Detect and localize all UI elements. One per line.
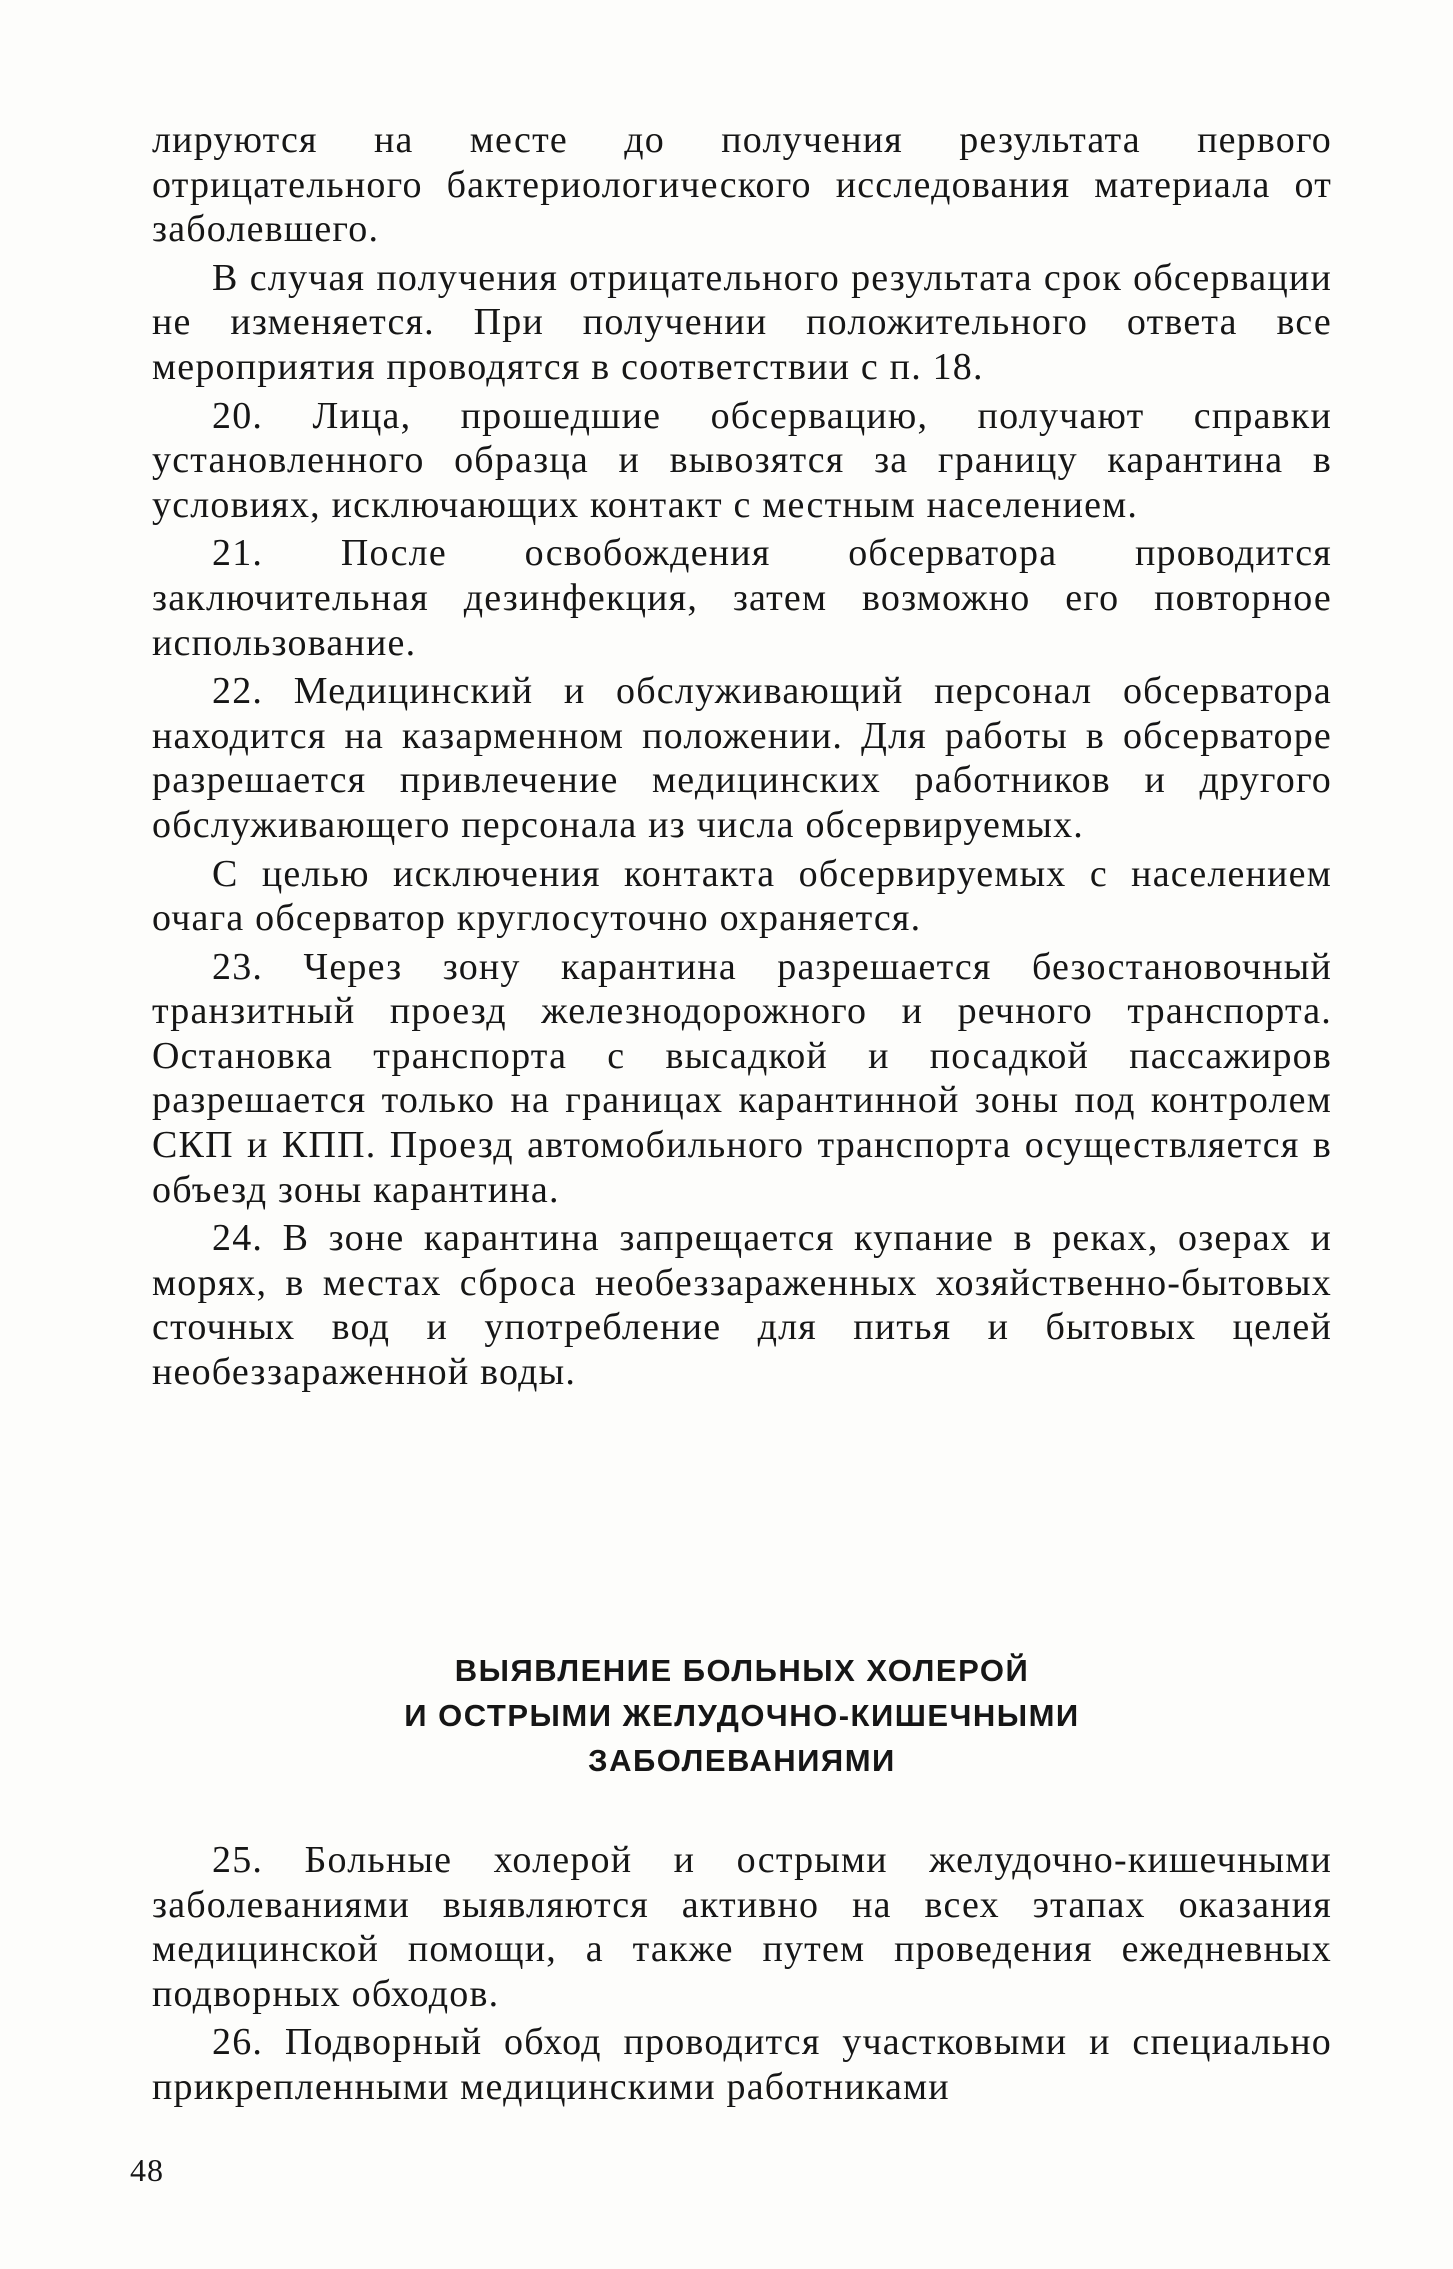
section-heading xyxy=(152,1648,1332,1783)
heading-line-1: ВЫЯВЛЕНИЕ БОЛЬНЫХ ХОЛЕРОЙ xyxy=(454,1653,1030,1688)
paragraph-continuation: лируются на месте до получения результата первого отрицательного бактериологического исследования материала от заболевшего. xyxy=(152,119,1332,251)
paragraph-19-continued: В случая получения отрицательного результата срок обсервации не изменяется. При получении положительного ответа все мероприятия проводятся в соответствии с п. 18. xyxy=(152,256,1332,388)
paragraph-20: 20. Лица, прошедшие обсервацию, получают справки установленного образца и вывозятся за границу карантина в условиях, исключающих контакт с местным населением. xyxy=(152,394,1332,526)
paragraph-22: 22. Медицинский и обслуживающий персонал обсерватора находится на казарменном положении. Для работы в обсерваторе разрешается привлечение медицинских работников и другого обслуживающего персонала из числа обсервируемых. xyxy=(152,670,1332,846)
page-number: 48 xyxy=(130,2152,164,2188)
paragraph-26: 26. Подворный обход проводится участковыми и специально прикрепленными медицинскими работниками xyxy=(152,2021,1332,2108)
heading-line-3: ЗАБОЛЕВАНИЯМИ xyxy=(588,1743,896,1778)
body-text-section-1 xyxy=(152,118,1332,1395)
paragraph-21: 21. После освобождения обсерватора проводится заключительная дезинфекция, затем возможно его повторное использование. xyxy=(152,532,1332,664)
heading-line-2: И ОСТРЫМИ ЖЕЛУДОЧНО-КИШЕЧНЫМИ xyxy=(404,1698,1080,1733)
paragraph-25: 25. Больные холерой и острыми желудочно-кишечными заболеваниями выявляются активно на всех этапах оказания медицинской помощи, а также путем проведения ежедневных подворных обходов. xyxy=(152,1839,1332,2015)
paragraph-23: 23. Через зону карантина разрешается безостановочный транзитный проезд железнодорожного и речного транспорта. Остановка транспорта с высадкой и посадкой пассажиров разрешается только на границах карантинной зоны под контролем СКП и КПП. Проезд автомобильного транспорта осуществляется в объезд зоны карантина. xyxy=(152,945,1332,1211)
body-text-section-2 xyxy=(152,1838,1332,2110)
paragraph-24: 24. В зоне карантина запрещается купание в реках, озерах и морях, в местах сброса необеззараженных хозяйственно-бытовых сточных вод и употребление для питья и бытовых целей необеззараженной воды. xyxy=(152,1217,1332,1394)
paragraph-22-continued: С целью исключения контакта обсервируемых с населением очага обсерватор круглосуточно охраняется. xyxy=(152,852,1332,940)
